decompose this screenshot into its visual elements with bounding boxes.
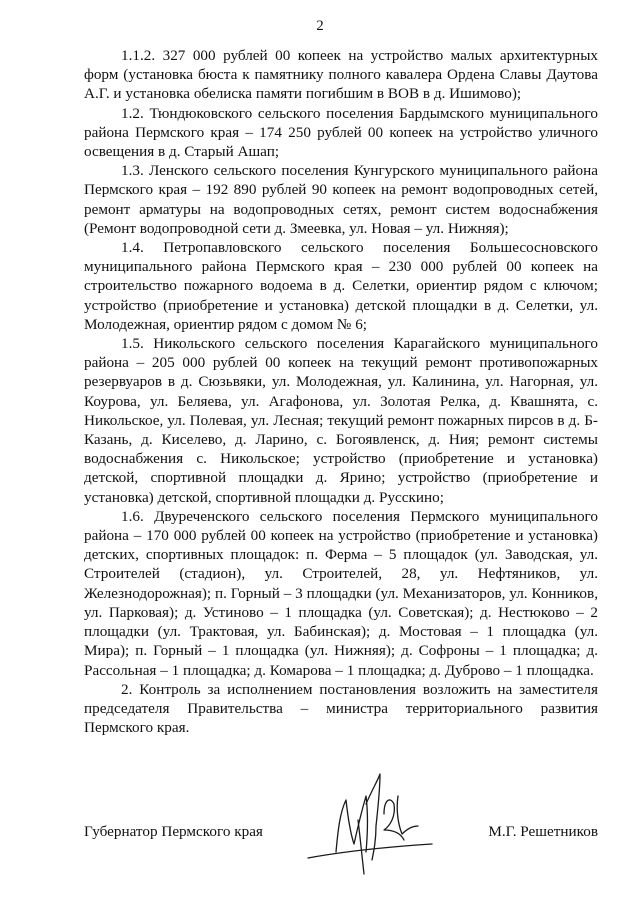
signatory-name: М.Г. Решетников — [488, 823, 598, 840]
paragraph-1-2: 1.2. Тюндюковского сельского поселения Бардымского муниципального района Пермского края – 174 250 рублей 00 копеек на устройство уличного освещения в д. Старый Ашап; — [84, 104, 598, 161]
page-number: 2 — [316, 18, 324, 34]
signatory-position: Губернатор Пермского края — [84, 823, 263, 840]
handwritten-signature — [300, 760, 440, 880]
paragraph-1-6: 1.6. Двуреченского сельского поселения Пермского муниципального района – 170 000 рублей 00 копеек на устройство (приобретение и установка) детских, спортивных площадок: п. Ферма – 5 площадок (ул. Заводская, ул. Строителей (стадион), ул. Строителей, 28, ул. Нефтяников, ул. Железнодорожная); п. Горный – 3 площадки (ул. Механизаторов, ул. Конников, ул. Парковая); д. Устиново – 1 площадка (ул. Советская); д. Нестюково – 2 площадки (ул. Трактовая, ул. Бабинская); д. Мостовая – 1 площадка (ул. Мира); п. Горный – 1 площадка (ул. Нижняя); д. Софроны – 1 площадка; д. Рассольная – 1 площадка; д. Комарова – 1 площадка; д. Дуброво – 1 площадка. — [84, 507, 598, 679]
paragraph-2: 2. Контроль за исполнением постановления возложить на заместителя председателя Правительства – министра территориального развития Пермского края. — [84, 680, 598, 737]
document-body — [84, 46, 598, 737]
paragraph-1-4: 1.4. Петропавловского сельского поселения Большесосновского муниципального района Пермского края – 230 000 рублей 00 копеек на строительство пожарного водоема в д. Селетки, ориентир рядом с ключом; устройство (приобретение и установка) детской площадки в д. Селетки, ул. Молодежная, ориентир рядом с домом № 6; — [84, 239, 598, 333]
paragraph-1-5: 1.5. Никольского сельского поселения Карагайского муниципального района – 205 000 рублей 00 копеек на текущий ремонт противопожарных резервуаров в д. Сюзьвяки, ул. Молодежная, ул. Калинина, ул. Нагорная, ул. Коурова, ул. Беляева, ул. Агафонова, ул. Золотая Релка, д. Квашнята, с. Никольское, ул. Полевая, ул. Лесная; текущий ремонт пожарных пирсов в д. Б-Казань, д. Киселево, д. Ларино, с. Богоявленск, д. Ния; ремонт системы водоснабжения с. Никольское; устройство (приобретение и установка) детской, спортивной площадки д. Ярино; устройство (приобретение и установка) детской, спортивной площадки д. Русскино; — [84, 335, 598, 506]
signature-block — [84, 822, 598, 844]
paragraph-1-1-2: 1.1.2. 327 000 рублей 00 копеек на устройство малых архитектурных форм (установка бюста к памятнику полного кавалера Ордена Славы Даутова А.Г. и установка обелиска памяти погибшим в ВОВ в д. Ишимово); — [84, 47, 598, 103]
paragraph-1-3: 1.3. Ленского сельского поселения Кунгурского муниципального района Пермского края – 192 890 рублей 90 копеек на ремонт водопроводных сетей, ремонт арматуры на водопроводных сетях, ремонт систем водоснабжения (Ремонт водопроводной сети д. Змеевка, ул. Новая – ул. Нижняя); — [84, 162, 598, 237]
